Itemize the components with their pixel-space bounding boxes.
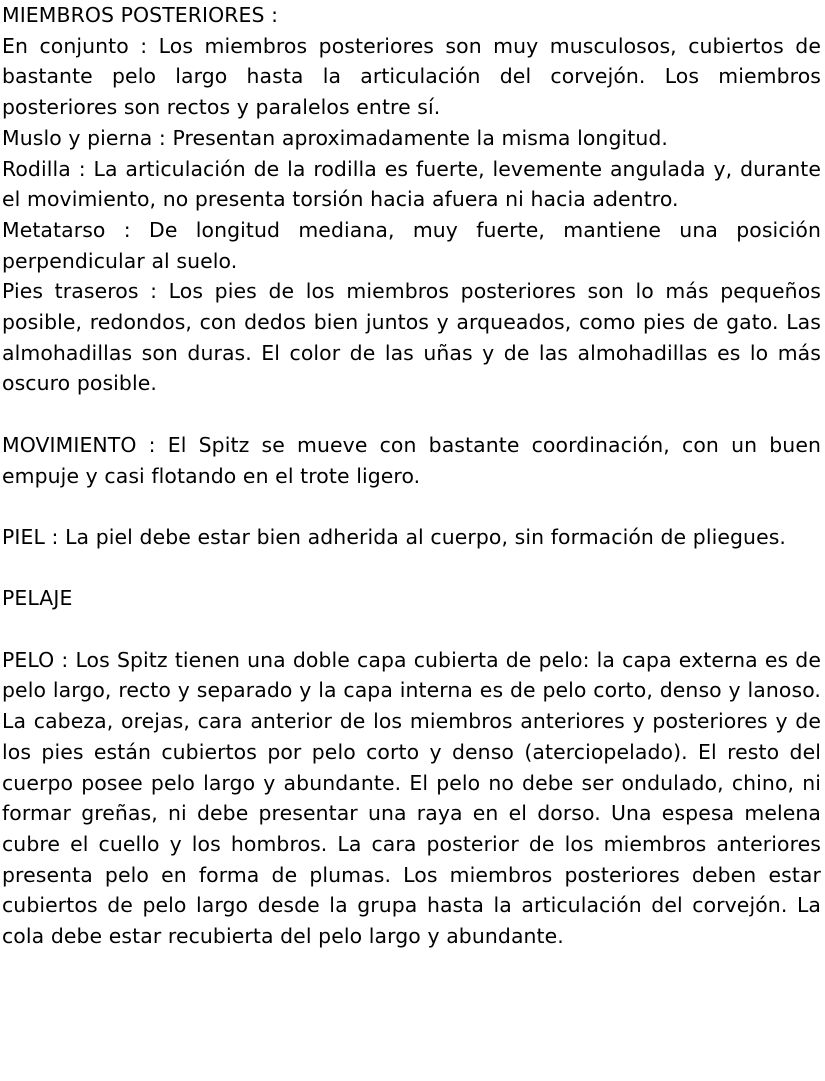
paragraph-rodilla: Rodilla : La articulación de la rodilla es fuerte, levemente angulada y, durante el movimiento, no presenta torsión hacia afuera ni hacia adentro. bbox=[2, 156, 821, 212]
paragraph-piel: PIEL : La piel debe estar bien adherida al cuerpo, sin formación de pliegues. bbox=[2, 524, 787, 549]
section-heading-miembros-posteriores: MIEMBROS POSTERIORES : bbox=[2, 3, 279, 27]
paragraph-pelo: PELO : Los Spitz tienen una doble capa cubierta de pelo: la capa externa es de pelo largo, recto y separado y la capa interna es de pelo corto, denso y lanoso. La cabeza, orejas, cara anterior de los miembros anteriores y posteriores y de los pies están cubiertos por pelo corto y denso (aterciopelado). El resto del cuerpo posee pelo largo y abundante. El pelo no debe ser ondulado, chino, ni formar greñas, ni debe presentar una raya en el dorso. Una espesa melena cubre el cuello y los hombros. La cara posterior de los miembros anteriores presenta pelo en forma de plumas. Los miembros posteriores deben estar cubiertos de pelo largo desde la grupa hasta la articulación del corvejón. La cola debe estar recubierta del pelo largo y abundante. bbox=[2, 647, 821, 949]
paragraph-en-conjunto: En conjunto : Los miembros posteriores son muy musculosos, cubiertos de bastante pelo largo hasta la articulación del corvejón. Los miembros posteriores son rectos y paralelos entre sí. bbox=[2, 33, 821, 120]
paragraph-metatarso: Metatarso : De longitud mediana, muy fuerte, mantiene una posición perpendicular al suelo. bbox=[2, 217, 821, 273]
paragraph-pies-traseros: Pies traseros : Los pies de los miembros posteriores son lo más pequeños posible, redondos, con dedos bien juntos y arqueados, como pies de gato. Las almohadillas son duras. El color de las uñas y de las almohadillas es lo más oscuro posible. bbox=[2, 279, 821, 396]
section-heading-pelaje: PELAJE bbox=[2, 586, 73, 611]
paragraph-movimiento: MOVIMIENTO : El Spitz se mueve con bastante coordinación, con un buen empuje y casi flotando en el trote ligero. bbox=[2, 432, 821, 488]
paragraph-muslo-y-pierna: Muslo y pierna : Presentan aproximadamente la misma longitud. bbox=[2, 125, 668, 150]
